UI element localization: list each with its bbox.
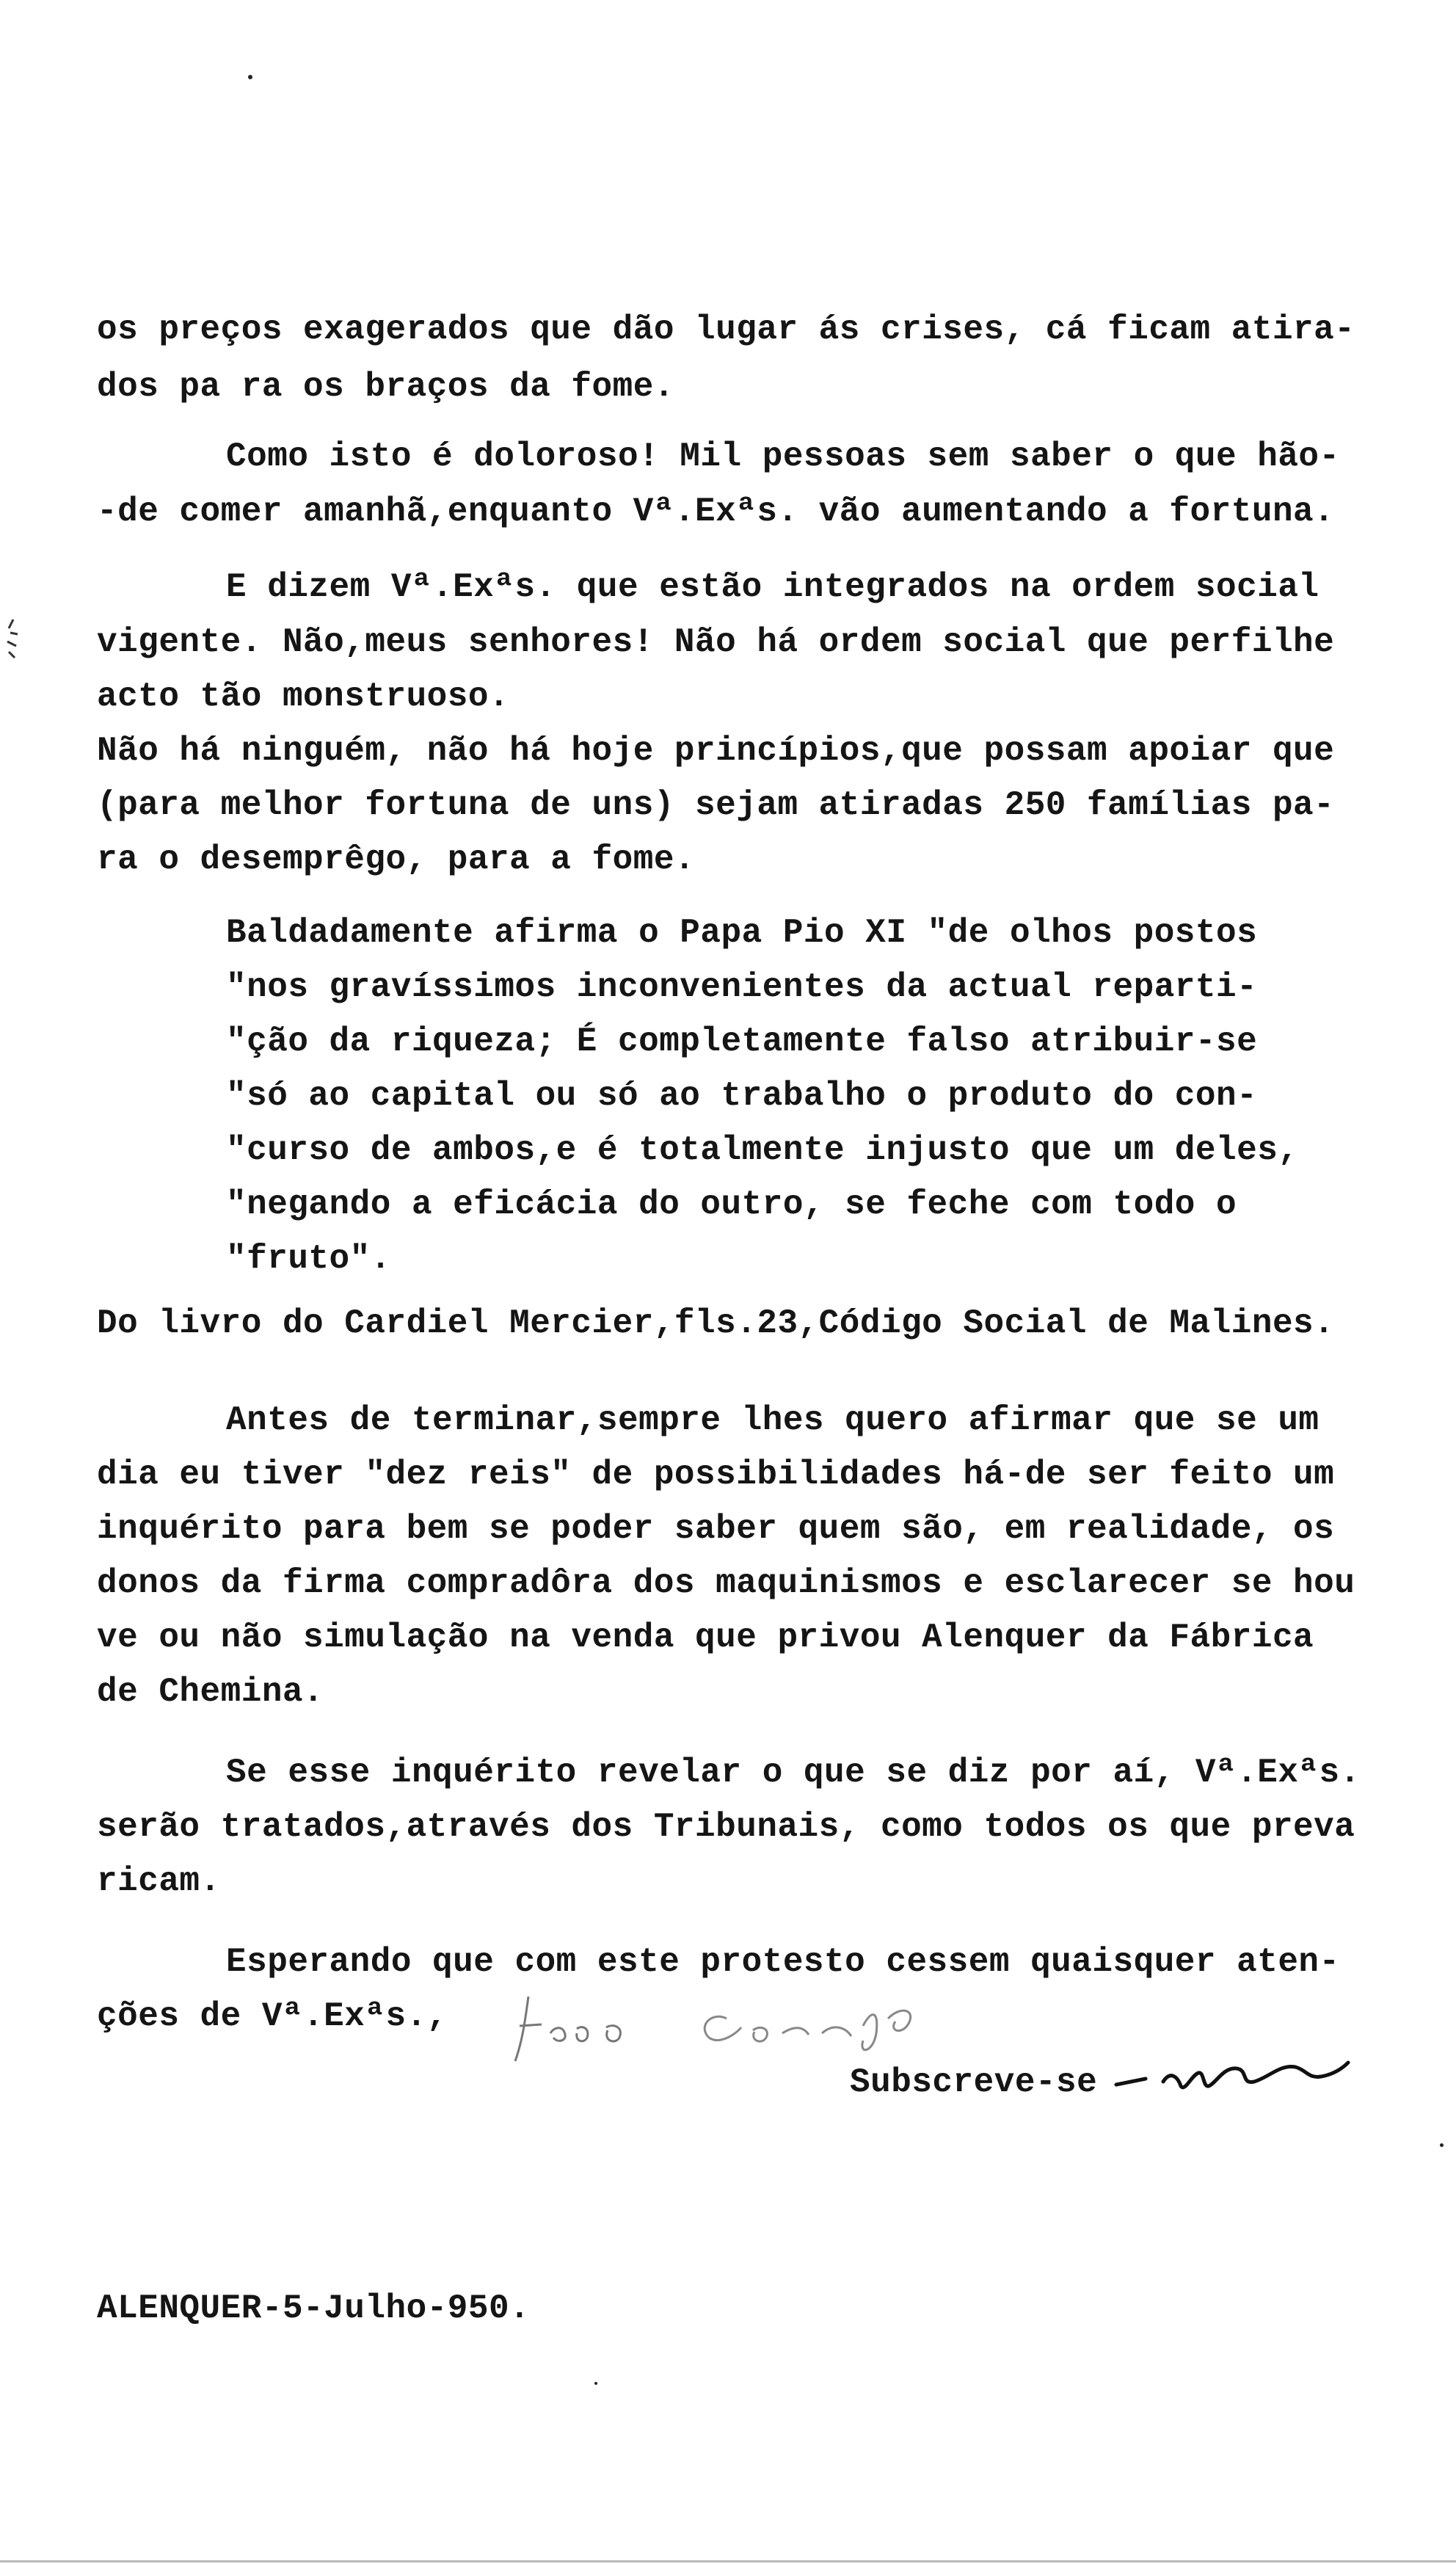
body-line-15: ve ou não simulação na venda que privou Alenquer da Fábrica xyxy=(97,1619,1314,1657)
quote-line-2: "nos gravíssimos inconvenientes da actual reparti- xyxy=(226,968,1258,1006)
body-line-10: ra o desemprêgo, para a fome. xyxy=(97,840,696,879)
handwritten-signature xyxy=(1112,2041,1354,2107)
speck-mark xyxy=(248,75,252,79)
body-line-1: os preços exagerados que dão lugar ás crises, cá ficam atira- xyxy=(97,310,1355,349)
body-line-2: dos pa ra os braços da fome. xyxy=(97,368,674,406)
body-line-7: acto tão monstruoso. xyxy=(97,677,510,716)
body-line-9: (para melhor fortuna de uns) sejam atiradas 250 famílias pa- xyxy=(97,786,1335,824)
bottom-edge-rule xyxy=(0,2560,1456,2562)
quote-line-5: "curso de ambos,e é totalmente injusto que um deles, xyxy=(226,1131,1299,1169)
date-line: ALENQUER-5-Julho-950. xyxy=(97,2289,531,2328)
speck-mark xyxy=(1440,2143,1444,2147)
closing-line-2: ções de Vª.Exªs., xyxy=(97,1997,448,2035)
subscription-line: Subscreve-se xyxy=(850,2063,1098,2101)
quote-line-4: "só ao capital ou só ao trabalho o produto do con- xyxy=(226,1077,1258,1115)
quote-line-7: "fruto". xyxy=(226,1240,391,1278)
body-line-3: Como isto é doloroso! Mil pessoas sem saber o que hão- xyxy=(226,437,1340,476)
citation-line: Do livro do Cardiel Mercier,fls.23,Código Social de Malines. xyxy=(97,1304,1335,1343)
quote-line-3: "ção da riqueza; É completamente falso atribuir-se xyxy=(226,1022,1258,1061)
quote-line-1: Baldadamente afirma o Papa Pio XI "de olhos postos xyxy=(226,914,1258,952)
body-line-19: ricam. xyxy=(97,1862,221,1900)
body-line-6: vigente. Não,meus senhores! Não há ordem social que perfilhe xyxy=(97,623,1335,661)
speck-mark xyxy=(594,2382,597,2385)
body-line-14: donos da firma compradôra dos maquinismos e esclarecer se hou xyxy=(97,1564,1355,1602)
body-line-17: Se esse inquérito revelar o que se diz por aí, Vª.Exªs. xyxy=(226,1754,1361,1792)
closing-line-1: Esperando que com este protesto cessem quaisquer aten- xyxy=(226,1943,1340,1981)
body-line-13: inquérito para bem se poder saber quem são, em realidade, os xyxy=(97,1510,1335,1548)
body-line-11: Antes de terminar,sempre lhes quero afirmar que se um xyxy=(226,1401,1320,1439)
body-line-5: E dizem Vª.Exªs. que estão integrados na ordem social xyxy=(226,568,1320,606)
quote-line-6: "negando a eficácia do outro, se feche com todo o xyxy=(226,1185,1237,1224)
body-line-16: de Chemina. xyxy=(97,1673,324,1711)
body-line-18: serão tratados,através dos Tribunais, como todos os que preva xyxy=(97,1808,1355,1846)
body-line-12: dia eu tiver "dez reis" de possibilidades há-de ser feito um xyxy=(97,1456,1335,1494)
body-line-4: -de comer amanhã,enquanto Vª.Exªs. vão aumentando a fortuna. xyxy=(97,493,1335,531)
handwritten-signature xyxy=(506,1982,1035,2063)
margin-ink-mark xyxy=(3,617,21,661)
body-line-8: Não há ninguém, não há hoje princípios,que possam apoiar que xyxy=(97,732,1335,770)
